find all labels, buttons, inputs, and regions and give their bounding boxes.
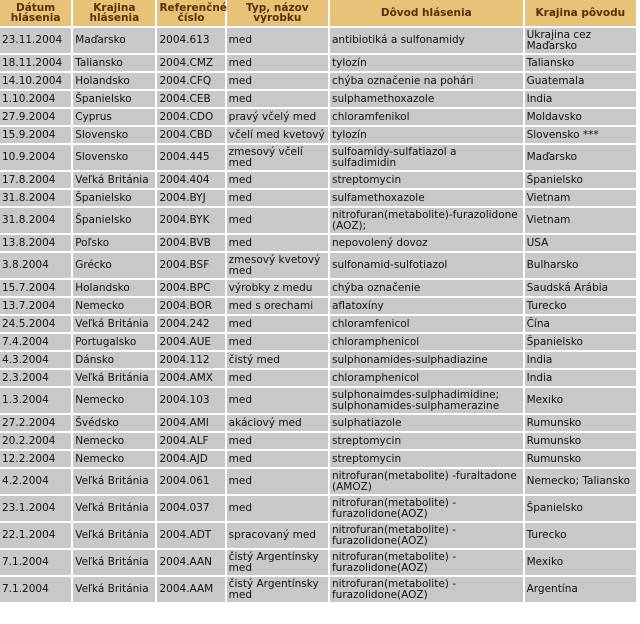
cell-reference: 2004.445 — [157, 145, 224, 170]
cell-reporting-country: Španielsko — [73, 208, 155, 233]
cell-date: 31.8.2004 — [0, 208, 71, 233]
cell-date: 15.7.2004 — [0, 280, 71, 296]
table-row — [0, 55, 636, 71]
cell-reference: 2004.BVB — [157, 235, 224, 251]
header-date: Dátum hlásenia — [0, 0, 71, 26]
cell-origin: Mexiko — [525, 550, 636, 575]
cell-reason: chýba označenie — [330, 280, 523, 296]
cell-reason: nitrofuran(metabolite) - furazolidone(AOZ) — [330, 577, 523, 602]
cell-date: 27.9.2004 — [0, 109, 71, 125]
table-row — [0, 298, 636, 314]
cell-reason: tylozín — [330, 127, 523, 143]
cell-product: výrobky z medu — [227, 280, 328, 296]
cell-reporting-country: Veľká Británia — [73, 523, 155, 548]
table-row — [0, 190, 636, 206]
cell-origin: Argentína — [525, 577, 636, 602]
table-row — [0, 388, 636, 413]
cell-product: med — [227, 496, 328, 521]
cell-reporting-country: Veľká Británia — [73, 577, 155, 602]
cell-reference: 2004.CDO — [157, 109, 224, 125]
cell-reference: 2004.CBD — [157, 127, 224, 143]
cell-reporting-country: Veľká Británia — [73, 496, 155, 521]
cell-reference: 2004.613 — [157, 28, 224, 53]
cell-date: 31.8.2004 — [0, 190, 71, 206]
cell-reporting-country: Veľká Británia — [73, 550, 155, 575]
cell-date: 22.1.2004 — [0, 523, 71, 548]
cell-reporting-country: Veľká Británia — [73, 316, 155, 332]
cell-reason: chloramphenicol — [330, 370, 523, 386]
cell-product: med — [227, 451, 328, 467]
table-row — [0, 334, 636, 350]
cell-origin: Moldavsko — [525, 109, 636, 125]
table-row — [0, 433, 636, 449]
table-row — [0, 577, 636, 602]
cell-date: 18.11.2004 — [0, 55, 71, 71]
cell-date: 13.7.2004 — [0, 298, 71, 314]
cell-reporting-country: Nemecko — [73, 451, 155, 467]
cell-date: 23.11.2004 — [0, 28, 71, 53]
cell-reference: 2004.BYK — [157, 208, 224, 233]
cell-origin: India — [525, 370, 636, 386]
cell-origin: Turecko — [525, 523, 636, 548]
cell-origin: Ukrajina cez Maďarsko — [525, 28, 636, 53]
cell-reporting-country: Holandsko — [73, 73, 155, 89]
table-row — [0, 208, 636, 233]
cell-reference: 2004.BOR — [157, 298, 224, 314]
cell-product: med — [227, 190, 328, 206]
header-reason: Dôvod hlásenia — [330, 0, 523, 26]
cell-reason: chýba označenie na pohári — [330, 73, 523, 89]
cell-origin: Mexiko — [525, 388, 636, 413]
cell-reference: 2004.CMZ — [157, 55, 224, 71]
cell-origin: Španielsko — [525, 496, 636, 521]
cell-reporting-country: Cyprus — [73, 109, 155, 125]
cell-origin: Bulharsko — [525, 253, 636, 278]
cell-product: med — [227, 388, 328, 413]
cell-origin: Nemecko; Taliansko — [525, 469, 636, 494]
cell-date: 14.10.2004 — [0, 73, 71, 89]
cell-origin: Vietnam — [525, 208, 636, 233]
cell-reason: tylozín — [330, 55, 523, 71]
table-row — [0, 172, 636, 188]
cell-product: med — [227, 433, 328, 449]
table-row — [0, 550, 636, 575]
cell-origin: Vietnam — [525, 190, 636, 206]
cell-reason: sulphatiazole — [330, 415, 523, 431]
cell-reporting-country: Taliansko — [73, 55, 155, 71]
cell-origin: Španielsko — [525, 172, 636, 188]
cell-product: zmesový včelí med — [227, 145, 328, 170]
cell-reference: 2004.CEB — [157, 91, 224, 107]
cell-reason: chloramfenikol — [330, 109, 523, 125]
cell-date: 27.2.2004 — [0, 415, 71, 431]
table-row — [0, 253, 636, 278]
cell-origin: Maďarsko — [525, 145, 636, 170]
cell-reference: 2004.103 — [157, 388, 224, 413]
cell-reason: aflatoxíny — [330, 298, 523, 314]
cell-reason: streptomycin — [330, 451, 523, 467]
cell-reporting-country: Veľká Británia — [73, 469, 155, 494]
cell-origin: Rumunsko — [525, 451, 636, 467]
cell-product: med — [227, 316, 328, 332]
table-row — [0, 109, 636, 125]
cell-reference: 2004.BSF — [157, 253, 224, 278]
cell-product: med — [227, 208, 328, 233]
cell-reporting-country: Dánsko — [73, 352, 155, 368]
cell-origin: Rumunsko — [525, 433, 636, 449]
cell-reporting-country: Španielsko — [73, 190, 155, 206]
cell-reporting-country: Španielsko — [73, 91, 155, 107]
cell-origin: Guatemala — [525, 73, 636, 89]
cell-product: spracovaný med — [227, 523, 328, 548]
header-origin-country: Krajina pôvodu — [525, 0, 636, 26]
table-row — [0, 370, 636, 386]
table-row — [0, 235, 636, 251]
cell-product: med — [227, 172, 328, 188]
cell-reference: 2004.112 — [157, 352, 224, 368]
cell-reference: 2004.037 — [157, 496, 224, 521]
cell-reason: nitrofuran(metabolite) - furazolidone(AOZ) — [330, 523, 523, 548]
cell-reference: 2004.ADT — [157, 523, 224, 548]
cell-product: zmesový kvetový med — [227, 253, 328, 278]
cell-origin: Rumunsko — [525, 415, 636, 431]
table-row — [0, 469, 636, 494]
cell-date: 7.1.2004 — [0, 577, 71, 602]
cell-product: med — [227, 73, 328, 89]
cell-product: akáciový med — [227, 415, 328, 431]
cell-origin: Saudská Arábia — [525, 280, 636, 296]
header-reporting-country: Krajina hlásenia — [73, 0, 155, 26]
cell-reason: streptomycin — [330, 433, 523, 449]
cell-product: pravý včelý med — [227, 109, 328, 125]
cell-reference: 2004.AMX — [157, 370, 224, 386]
table-row — [0, 496, 636, 521]
table-row — [0, 523, 636, 548]
cell-reason: sulphonamides-sulphadiazine — [330, 352, 523, 368]
cell-reason: nitrofuran(metabolite)-furazolidone (AOZ); — [330, 208, 523, 233]
cell-reporting-country: Portugalsko — [73, 334, 155, 350]
header-product-type: Typ, názov výrobku — [227, 0, 328, 26]
cell-reference: 2004.242 — [157, 316, 224, 332]
cell-product: čistý Argentínsky med — [227, 577, 328, 602]
header-reference-number: Referenčné číslo — [159, 1, 227, 24]
cell-origin: USA — [525, 235, 636, 251]
cell-reason: sulfoamidy-sulfatiazol a sulfadimidin — [330, 145, 523, 170]
table-row — [0, 316, 636, 332]
cell-reference: 2004.AJD — [157, 451, 224, 467]
cell-product: med — [227, 334, 328, 350]
cell-product: med — [227, 55, 328, 71]
table-row — [0, 28, 636, 53]
cell-reporting-country: Nemecko — [73, 388, 155, 413]
cell-reason: sulfamethoxazole — [330, 190, 523, 206]
cell-reason: nitrofuran(metabolite) - furazolidone(AOZ) — [330, 550, 523, 575]
cell-date: 7.4.2004 — [0, 334, 71, 350]
cell-reporting-country: Poľsko — [73, 235, 155, 251]
cell-reference: 2004.404 — [157, 172, 224, 188]
cell-reason: sulphamethoxazole — [330, 91, 523, 107]
cell-reference: 2004.AMI — [157, 415, 224, 431]
cell-reference: 2004.AUE — [157, 334, 224, 350]
cell-reporting-country: Holandsko — [73, 280, 155, 296]
cell-reference: 2004.AAM — [157, 577, 224, 602]
cell-date: 15.9.2004 — [0, 127, 71, 143]
cell-reason: antibiotiká a sulfonamidy — [330, 28, 523, 53]
cell-reason: chloramfenicol — [330, 316, 523, 332]
cell-reporting-country: Švédsko — [73, 415, 155, 431]
cell-product: čistý med — [227, 352, 328, 368]
cell-product: med — [227, 370, 328, 386]
table-row — [0, 280, 636, 296]
cell-product: med — [227, 28, 328, 53]
cell-date: 13.8.2004 — [0, 235, 71, 251]
cell-date: 12.2.2004 — [0, 451, 71, 467]
cell-date: 24.5.2004 — [0, 316, 71, 332]
cell-date: 3.8.2004 — [0, 253, 71, 278]
cell-reporting-country: Grécko — [73, 253, 155, 278]
cell-reporting-country: Veľká Británia — [73, 370, 155, 386]
cell-date: 1.3.2004 — [0, 388, 71, 413]
cell-date: 23.1.2004 — [0, 496, 71, 521]
cell-reason: nitrofuran(metabolite) - furazolidone(AOZ) — [330, 496, 523, 521]
cell-reporting-country: Slovensko — [73, 127, 155, 143]
cell-reporting-country: Veľká Británia — [73, 172, 155, 188]
cell-product: med s orechami — [227, 298, 328, 314]
cell-origin: Čína — [525, 316, 636, 332]
cell-reason: sulfonamid-sulfotiazol — [330, 253, 523, 278]
table-header-row — [0, 0, 636, 26]
table-row — [0, 127, 636, 143]
cell-date: 20.2.2004 — [0, 433, 71, 449]
cell-date: 7.1.2004 — [0, 550, 71, 575]
cell-product: med — [227, 235, 328, 251]
cell-origin: Turecko — [525, 298, 636, 314]
cell-product: čistý Argentínsky med — [227, 550, 328, 575]
cell-reason: streptomycin — [330, 172, 523, 188]
cell-reference: 2004.ALF — [157, 433, 224, 449]
cell-reason: sulphonaimdes-sulphadimidine; sulphonamides-sulphamerazine — [330, 388, 523, 413]
cell-origin: Španielsko — [525, 334, 636, 350]
cell-reference: 2004.061 — [157, 469, 224, 494]
cell-reporting-country: Slovensko — [73, 145, 155, 170]
cell-reason: chloramphenicol — [330, 334, 523, 350]
cell-date: 17.8.2004 — [0, 172, 71, 188]
cell-reporting-country: Nemecko — [73, 298, 155, 314]
table-row — [0, 73, 636, 89]
cell-reporting-country: Nemecko — [73, 433, 155, 449]
cell-origin: India — [525, 91, 636, 107]
cell-product: med — [227, 469, 328, 494]
cell-reason: nepovolený dovoz — [330, 235, 523, 251]
cell-date: 4.3.2004 — [0, 352, 71, 368]
table-row — [0, 145, 636, 170]
cell-date: 1.10.2004 — [0, 91, 71, 107]
cell-product: včelí med kvetový — [227, 127, 328, 143]
table-row — [0, 91, 636, 107]
cell-reporting-country: Maďarsko — [73, 28, 155, 53]
table-row — [0, 352, 636, 368]
cell-origin: Slovensko *** — [525, 127, 636, 143]
table-row — [0, 451, 636, 467]
cell-origin: India — [525, 352, 636, 368]
table-row — [0, 415, 636, 431]
cell-reference: 2004.BPC — [157, 280, 224, 296]
cell-date: 4.2.2004 — [0, 469, 71, 494]
cell-reference: 2004.CFQ — [157, 73, 224, 89]
cell-reason: nitrofuran(metabolite) -furaltadone (AMOZ) — [330, 469, 523, 494]
cell-product: med — [227, 91, 328, 107]
cell-reference: 2004.AAN — [157, 550, 224, 575]
cell-date: 2.3.2004 — [0, 370, 71, 386]
cell-date: 10.9.2004 — [0, 145, 71, 170]
cell-reference: 2004.BYJ — [157, 190, 224, 206]
cell-origin: Taliansko — [525, 55, 636, 71]
